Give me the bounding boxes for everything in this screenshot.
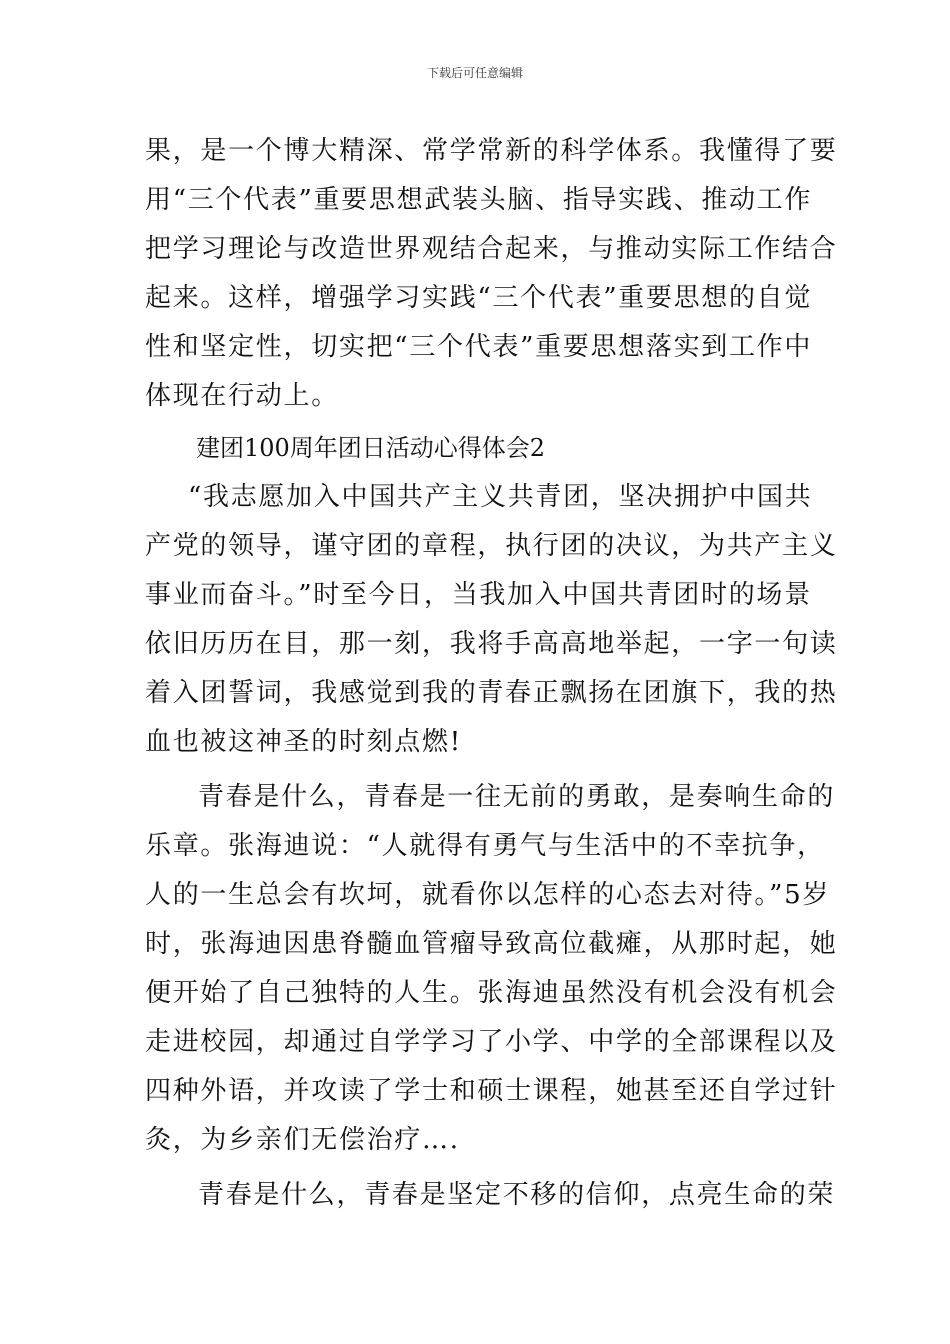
page-header: 下载后可任意编辑: [426, 66, 523, 80]
text-line: 体现在行动上。: [145, 381, 339, 411]
text-line: 起来。这样，增强学习实践“三个代表”重要思想的自觉: [145, 283, 813, 313]
text-line: 果，是一个博大精深、常学常新的科学体系。我懂得了要: [145, 136, 838, 166]
text-line: 青春是什么，青春是一往无前的勇敢，是奏响生命的: [198, 782, 836, 812]
text-line: 时，张海迪因患脊髓血管瘤导致高位截瘫，从那时起，她: [145, 929, 838, 959]
text-line: 人的一生总会有坎坷，就看你以怎样的心态去对待。”5岁: [145, 880, 831, 910]
text-line: 走进校园，却通过自学学习了小学、中学的全部课程以及: [145, 1027, 838, 1057]
text-line: 产党的领导，谨守团的章程，执行团的决议，为共产主义: [145, 531, 838, 561]
text-line: 青春是什么，青春是坚定不移的信仰，点亮生命的荣: [198, 1180, 836, 1210]
text-line: 四种外语，并攻读了学士和硕士课程，她甚至还自学过针: [145, 1076, 838, 1106]
text-line: 事业而奋斗。”时至今日，当我加入中国共青团时的场景: [145, 580, 812, 610]
section-heading: 建团100周年团日活动心得体会2: [196, 434, 546, 462]
text-line: 用“三个代表”重要思想武装头脑、指导实践、推动工作: [145, 185, 813, 215]
text-line: 便开始了自己独特的人生。张海迪虽然没有机会没有机会: [145, 978, 838, 1008]
text-line: 乐章。张海迪说：“人就得有勇气与生活中的不幸抗争，: [145, 831, 825, 861]
text-line: 依旧历历在目，那一刻，我将手高高地举起，一字一句读: [145, 629, 838, 659]
text-line: 血也被这神圣的时刻点燃!: [145, 727, 462, 757]
text-line: 灸，为乡亲们无偿治疗….: [145, 1125, 460, 1155]
text-line: 着入团誓词，我感觉到我的青春正飘扬在团旗下，我的热: [145, 678, 838, 708]
text-line: 性和坚定性，切实把“三个代表”重要思想落实到工作中: [145, 332, 813, 362]
text-line: 把学习理论与改造世界观结合起来，与推动实际工作结合: [145, 234, 838, 264]
text-line: “我志愿加入中国共产主义共青团，坚决拥护中国共: [188, 482, 813, 512]
